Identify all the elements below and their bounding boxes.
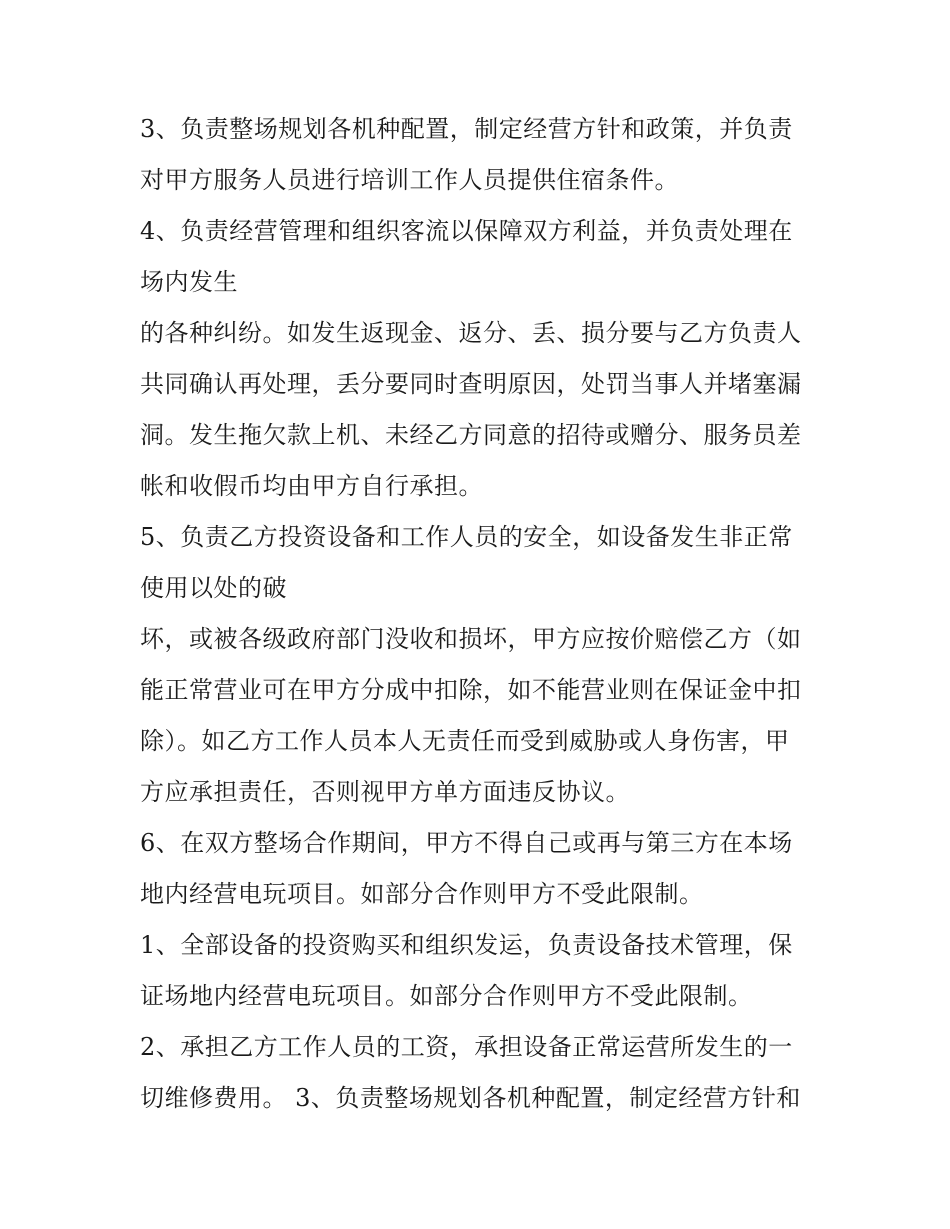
- text-line: 坏，或被各级政府部门没收和损坏，甲方应按价赔偿乙方（如: [140, 625, 802, 653]
- text-line: 6、在双方整场合作期间，甲方不得自己或再与第三方在本场: [140, 829, 793, 857]
- text-line: 的各种纠纷。如发生返现金、返分、丢、损分要与乙方负责人: [140, 319, 802, 347]
- text-line: 共同确认再处理，丢分要同时查明原因，处罚当事人并堵塞漏: [140, 370, 802, 398]
- text-line: 3、负责整场规划各机种配置，制定经营方针和政策，并负责: [140, 115, 793, 143]
- text-line: 切维修费用。 3、负责整场规划各机种配置，制定经营方针和: [140, 1084, 801, 1112]
- text-line: 使用以处的破: [140, 574, 287, 602]
- text-line: 洞。发生拖欠款上机、未经乙方同意的招待或赠分、服务员差: [140, 421, 802, 449]
- text-line: 4、负责经营管理和组织客流以保障双方利益，并负责处理在: [140, 217, 793, 245]
- document-body: [140, 104, 840, 1124]
- text-line: 帐和收假币均由甲方自行承担。: [140, 472, 483, 500]
- text-line: 能正常营业可在甲方分成中扣除，如不能营业则在保证金中扣: [140, 676, 802, 704]
- text-line: 地内经营电玩项目。如部分合作则甲方不受此限制。: [140, 880, 704, 908]
- text-line: 1、全部设备的投资购买和组织发运，负责设备技术管理，保: [140, 931, 793, 959]
- text-line: 方应承担责任，否则视甲方单方面违反协议。: [140, 778, 630, 806]
- text-line: 场内发生: [140, 268, 238, 296]
- text-line: 5、负责乙方投资设备和工作人员的安全，如设备发生非正常: [140, 523, 793, 551]
- text-line: 除）。如乙方工作人员本人无责任而受到威胁或人身伤害，甲: [140, 727, 790, 755]
- text-line: 证场地内经营电玩项目。如部分合作则甲方不受此限制。: [140, 982, 753, 1010]
- text-line: 2、承担乙方工作人员的工资，承担设备正常运营所发生的一: [140, 1033, 793, 1061]
- text-line: 对甲方服务人员进行培训工作人员提供住宿条件。: [140, 166, 679, 194]
